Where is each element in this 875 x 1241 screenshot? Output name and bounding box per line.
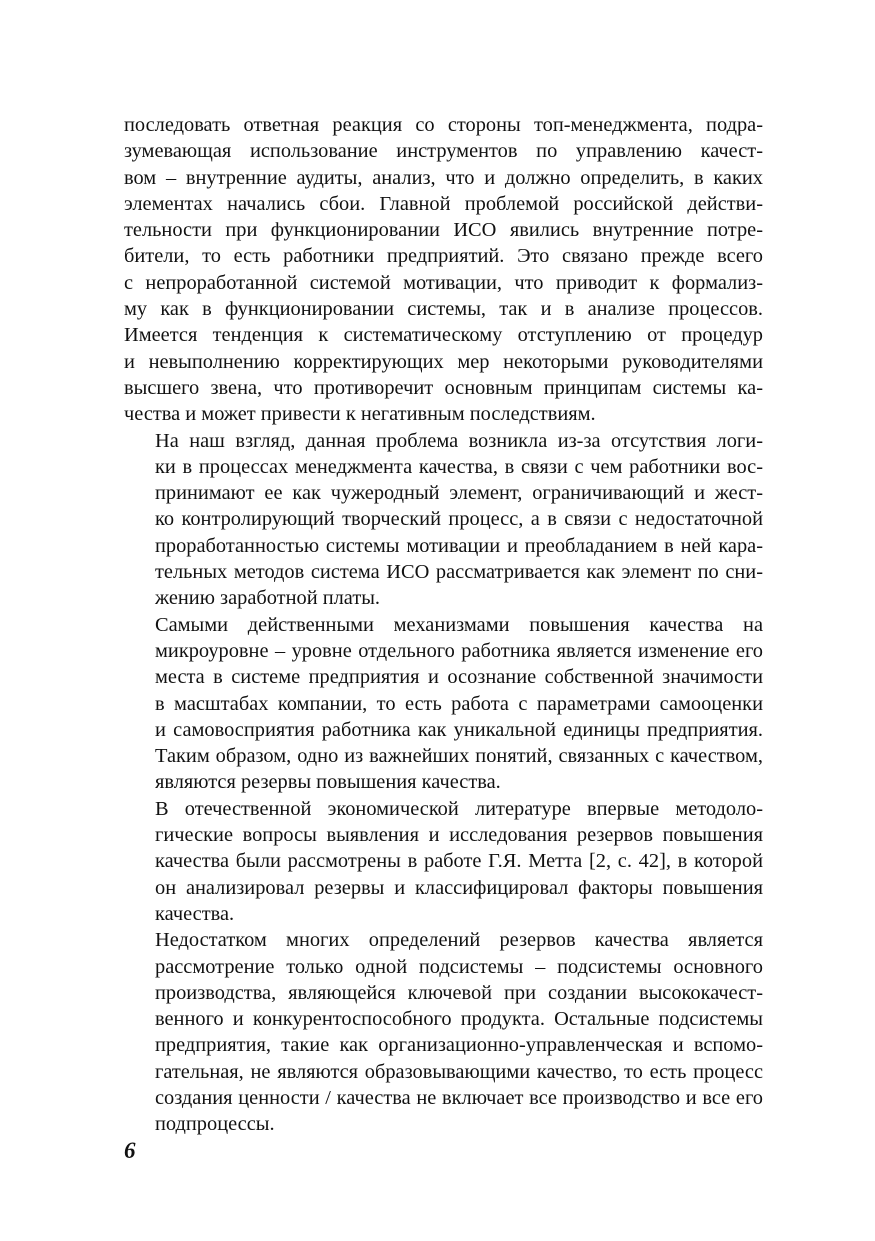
text-line: гические вопросы выявления и исследования резервов повышения (155, 824, 763, 847)
text-line: производства, являющейся ключевой при создании высококачест- (155, 981, 763, 1004)
text-line: последовать ответная реакция со стороны топ-менеджмента, подра- (124, 114, 763, 136)
text-line: рассмотрение только одной подсистемы – подсистемы основного (155, 955, 763, 978)
text-line: гательная, не являются образовывающими качество, то есть процесс (155, 1060, 763, 1083)
text-line: тельных методов система ИСО рассматривается как элемент по сни- (155, 561, 763, 584)
text-line: Имеется тенденция к систематическому отступлению от процедур (124, 324, 763, 347)
text-line: микроуровне – уровне отдельного работника является изменение его (155, 639, 763, 662)
text-line: ки в процессах менеджмента качества, в связи с чем работники вос- (155, 455, 763, 478)
text-line: принимают ее как чужеродный элемент, ограничивающий и жест- (155, 482, 763, 505)
text-line: и невыполнению корректирующих мер некоторыми руководителями (124, 350, 763, 373)
page-number: 6 (124, 1138, 136, 1163)
text-line: тельности при функционировании ИСО явились внутренние потре- (124, 219, 763, 242)
text-line: и самовосприятия работника как уникальной единицы предприятия. (155, 718, 763, 741)
text-line: вом – внутренние аудиты, анализ, что и должно определить, в каких (124, 166, 763, 189)
text-line: Таким образом, одно из важнейших понятий, связанных с качеством, (155, 745, 763, 768)
text-line: му как в функционировании системы, так и в анализе процессов. (124, 298, 763, 321)
text-line: качества. (155, 902, 235, 925)
text-line: венного и конкурентоспособного продукта. Остальные подсистемы (155, 1008, 763, 1031)
text-line: жению заработной платы. (155, 587, 381, 610)
text-line: элементах начались сбои. Главной проблемой российской действи- (124, 192, 763, 215)
text-line: Самыми действенными механизмами повышения качества на (155, 613, 763, 636)
text-line: места в системе предприятия и осознание собственной значимости (155, 666, 763, 689)
paragraph-3 (124, 612, 763, 796)
text-line: он анализировал резервы и классифицировал факторы повышения (155, 876, 763, 899)
text-line: Недостатком многих определений резервов качества является (155, 929, 763, 952)
text-line: с непроработанной системой мотивации, что приводит к формализ- (124, 271, 763, 294)
text-line: подпроцессы. (155, 1113, 275, 1136)
paragraph-5 (124, 927, 763, 1137)
text-line: создания ценности / качества не включает все производство и все его (155, 1086, 763, 1109)
text-line: чества и может привести к негативным последствиям. (124, 403, 596, 426)
paragraph-4 (124, 796, 763, 927)
text-line: высшего звена, что противоречит основным принципам системы ка- (124, 376, 763, 399)
page-body (124, 112, 763, 1138)
text-line: в масштабах компании, то есть работа с параметрами самооценки (155, 692, 763, 715)
text-line: проработанностью системы мотивации и преобладанием в ней кара- (155, 534, 763, 557)
text-line: качества были рассмотрены в работе Г.Я. Метта [2, с. 42], в которой (155, 850, 763, 873)
text-line: зумевающая использование инструментов по управлению качест- (124, 140, 763, 163)
text-line: На наш взгляд, данная проблема возникла из-за отсутствия логи- (155, 429, 763, 452)
paragraph-2 (124, 428, 763, 612)
text-line: бители, то есть работники предприятий. Это связано прежде всего (124, 245, 763, 268)
text-line: являются резервы повышения качества. (155, 771, 501, 794)
text-line: ко контролирующий творческий процесс, а в связи с недостаточной (155, 508, 763, 531)
paragraph-1 (124, 112, 763, 428)
text-line: В отечественной экономической литературе впервые методоло- (155, 797, 763, 820)
text-line: предприятия, такие как организационно-управленческая и вспомо- (155, 1034, 763, 1057)
